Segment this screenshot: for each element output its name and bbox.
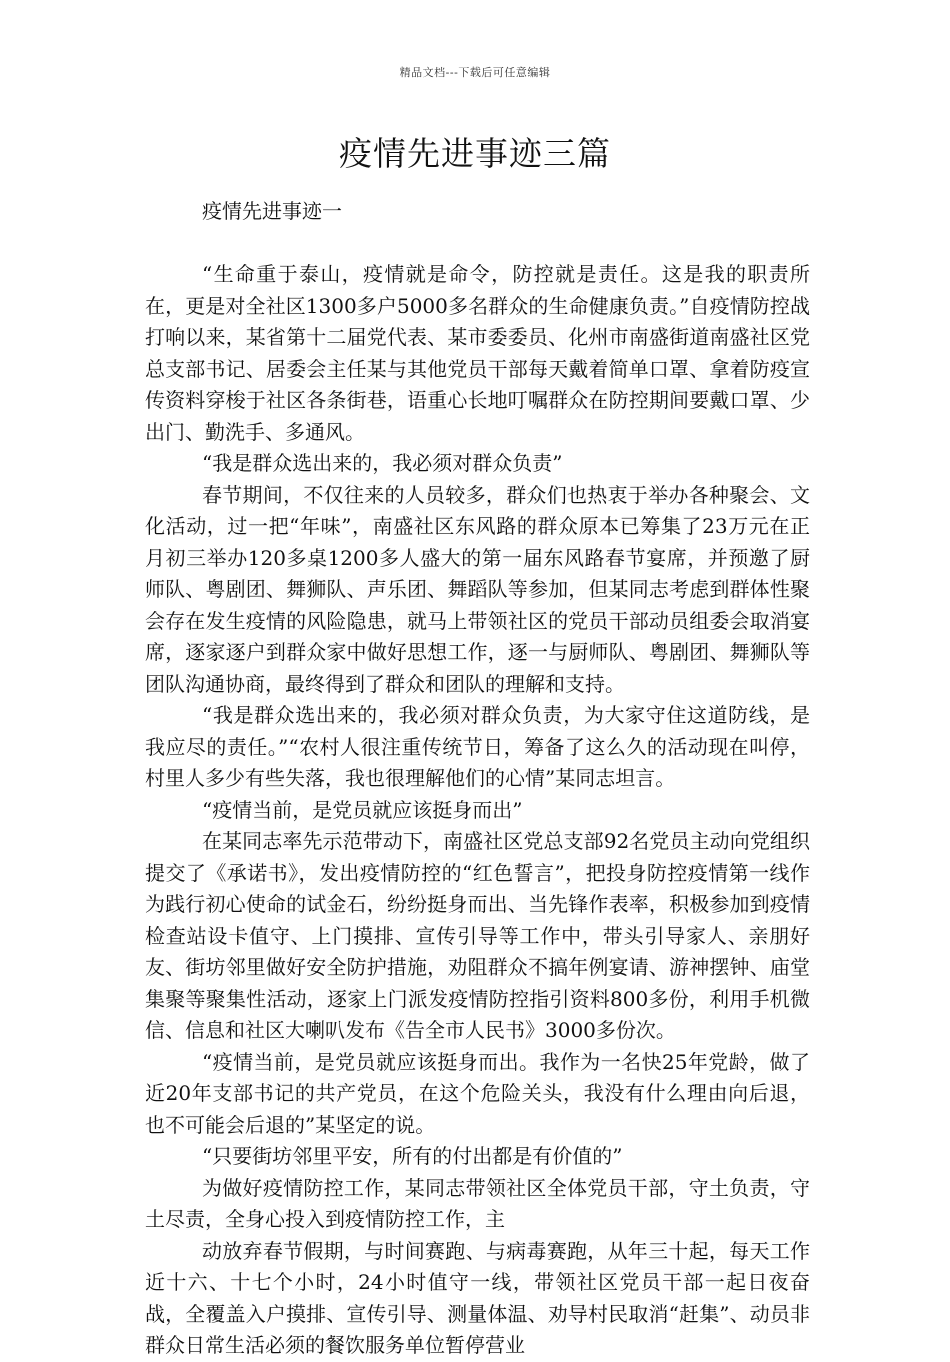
page-header: 精品文档---下载后可任意编辑 <box>399 66 551 79</box>
paragraph: “疫情当前，是党员就应该挺身而出。我作为一名快25年党龄，做了近20年支部书记的共产党员，在这个危险关头，我没有什么理由向后退，也不可能会后退的”某坚定的说。 <box>145 1049 810 1137</box>
paragraph: “我是群众选出来的，我必须对群众负责” <box>202 451 563 475</box>
paragraph: “疫情当前，是党员就应该挺身而出” <box>202 797 523 822</box>
section-heading: 疫情先进事迹一 <box>202 199 342 223</box>
paragraph: “生命重于泰山，疫情就是命令，防控就是责任。这是我的职责所在，更是对全社区1300多户5000多名群众的生命健康负责。”自疫情防控战打响以来，某省第十二届党代表、某市委委员、化州市南盛街道南盛社区党总支部书记、居委会主任某与其他党员干部每天戴着简单口罩、拿着防疫宣传资料穿梭于社区各条街巷，语重心长地叮嘱群众在防控期间要戴口罩、少出门、勤洗手、多通风。 <box>145 262 810 444</box>
paragraph: 动放弃春节假期，与时间赛跑、与病毒赛跑，从年三十起，每天工作近十六、十七个小时，24小时值守一线，带领社区党员干部一起日夜奋战，全覆盖入户摸排、宣传引导、测量体温、劝导村民取消“赶集”、动员非群众日常生活必须的餐饮服务单位暂停营业 <box>145 1238 810 1357</box>
paragraph: “只要街坊邻里平安，所有的付出都是有价值的” <box>202 1144 623 1168</box>
paragraph: 春节期间，不仅往来的人员较多，群众们也热衷于举办各种聚会、文化活动，过一把“年味”，南盛社区东风路的群众原本已筹集了23万元在正月初三举办120多桌1200多人盛大的第一届东风路春节宴席，并预邀了厨师队、粤剧团、舞狮队、声乐团、舞蹈队等参加，但某同志考虑到群体性聚会存在发生疫情的风险隐患，就马上带领社区的党员干部动员组委会取消宴席，逐家逐户到群众家中做好思想工作，逐一与厨师队、粤剧团、舞狮队等团队沟通协商，最终得到了群众和团队的理解和支持。 <box>145 482 810 696</box>
paragraph: 在某同志率先示范带动下，南盛社区党总支部92名党员主动向党组织提交了《承诺书》，发出疫情防控的“红色誓言”，把投身防控疫情第一线作为践行初心使命的试金石，纷纷挺身而出、当先锋作表率，积极参加到疫情检查站设卡值守、上门摸排、宣传引导等工作中，带头引导家人、亲朋好友、街坊邻里做好安全防护措施，劝阻群众不搞年例宴请、游神摆钟、庙堂集聚等聚集性活动，逐家上门派发疫情防控指引资料800多份，利用手机微信、信息和社区大喇叭发布《告全市人民书》3000多份次。 <box>145 829 810 1042</box>
document-title: 疫情先进事迹三篇 <box>339 134 611 173</box>
paragraph: “我是群众选出来的，我必须对群众负责，为大家守住这道防线，是我应尽的责任。”“农村人很注重传统节日，筹备了这么久的活动现在叫停，村里人多少有些失落，我也很理解他们的心情”某同志坦言。 <box>145 703 810 790</box>
document-body <box>145 196 810 1362</box>
paragraph: 为做好疫情防控工作，某同志带领社区全体党员干部，守土负责，守土尽责，全身心投入到疫情防控工作，主 <box>145 1175 810 1231</box>
